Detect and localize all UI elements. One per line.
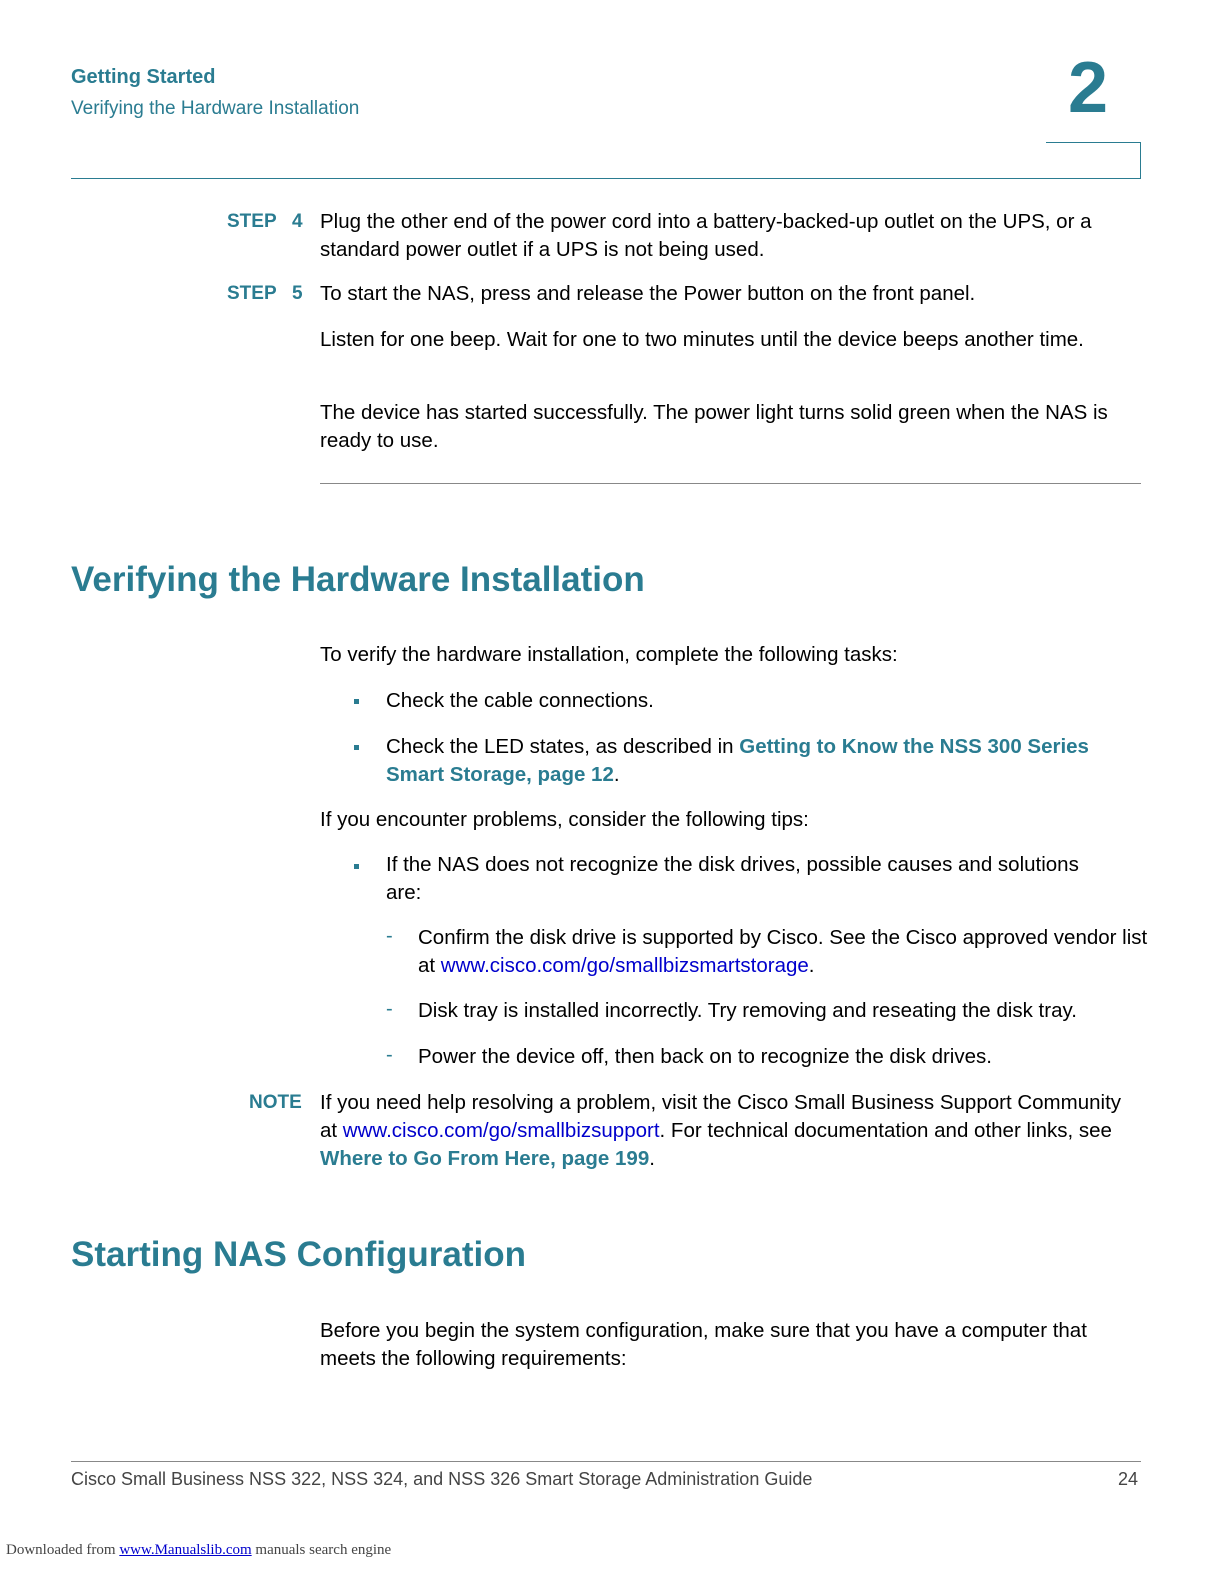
section-heading-verifying: Verifying the Hardware Installation <box>71 560 645 599</box>
section-title: Verifying the Hardware Installation <box>71 98 360 119</box>
tips-intro: If you encounter problems, consider the following tips: <box>320 808 809 831</box>
bullet-icon <box>354 864 359 869</box>
dash-icon: - <box>386 925 393 947</box>
dash-icon: - <box>386 998 393 1020</box>
link-where-to-go[interactable]: Where to Go From Here, page 199 <box>320 1147 650 1170</box>
step-label: STEP <box>227 211 277 232</box>
link-getting-to-know[interactable]: Getting to Know the NSS 300 Series Smart Storage, page 12 <box>386 735 1089 786</box>
subtip-disk-tray: Disk tray is installed incorrectly. Try removing and reseating the disk tray. <box>418 999 1077 1022</box>
task-led-states-end: . <box>613 763 620 786</box>
steps-end-divider <box>320 483 1141 484</box>
note-text <box>320 1089 1140 1173</box>
subtip-supported-drive-text: Confirm the disk drive is supported by Cisco. See the Cisco approved vendor list at <box>418 926 1148 977</box>
note-text-middle: . For technical documentation and other links, see <box>659 1119 1112 1142</box>
link-smallbizsmartstorage[interactable]: www.cisco.com/go/smallbizsmartstorage <box>440 954 809 977</box>
download-notice <box>6 1542 391 1559</box>
verify-intro: To verify the hardware installation, complete the following tasks: <box>320 643 898 666</box>
chapter-number-box <box>1046 142 1141 178</box>
chapter-number: 2 <box>1068 48 1109 128</box>
step-number: 5 <box>292 283 303 304</box>
bullet-icon <box>354 745 359 750</box>
step-5-paragraph: The device has started successfully. The power light turns solid green when the NAS is ready to use. <box>320 401 1108 452</box>
subtip-power-cycle: Power the device off, then back on to recognize the disk drives. <box>418 1045 992 1068</box>
step-number: 4 <box>292 211 303 232</box>
dash-icon: - <box>386 1044 393 1066</box>
download-notice-prefix: Downloaded from <box>6 1542 120 1558</box>
footer-page-number: 24 <box>1118 1469 1139 1489</box>
manualslib-link[interactable]: www.Manualslib.com <box>119 1542 252 1558</box>
section-heading-configuration: Starting NAS Configuration <box>71 1235 526 1274</box>
link-smallbizsupport[interactable]: www.cisco.com/go/smallbizsupport <box>342 1119 660 1142</box>
task-cable-connections: Check the cable connections. <box>386 689 654 712</box>
subtip-supported-drive <box>418 924 1148 980</box>
note-text-start: If you need help resolving a problem, visit the Cisco Small Business Support Community at <box>320 1091 1122 1142</box>
step-label: STEP <box>227 283 277 304</box>
step-5-paragraph: Listen for one beep. Wait for one to two minutes until the device beeps another time. <box>320 328 1084 351</box>
subtip-supported-drive-end: . <box>808 954 815 977</box>
note-text-end: . <box>649 1147 655 1170</box>
footer-divider <box>71 1461 1141 1462</box>
bullet-icon <box>354 699 359 704</box>
task-led-states-text: Check the LED states, as described in <box>386 735 740 758</box>
step-4-text: Plug the other end of the power cord into a battery-backed-up outlet on the UPS, or a standard power outlet if a UPS is not being used. <box>320 210 1092 261</box>
tip-disk-drives: If the NAS does not recognize the disk drives, possible causes and solutions are: <box>386 853 1079 904</box>
note-label: NOTE <box>249 1092 302 1113</box>
config-intro: Before you begin the system configuration, make sure that you have a computer that meets the following requirements: <box>320 1319 1087 1370</box>
task-led-states <box>386 733 1106 789</box>
download-notice-suffix: manuals search engine <box>251 1542 392 1558</box>
step-5-text: To start the NAS, press and release the Power button on the front panel. <box>320 282 976 305</box>
chapter-title: Getting Started <box>71 66 216 88</box>
footer-guide-title: Cisco Small Business NSS 322, NSS 324, and NSS 326 Smart Storage Administration Guide <box>71 1469 813 1489</box>
header-divider <box>71 178 1141 179</box>
